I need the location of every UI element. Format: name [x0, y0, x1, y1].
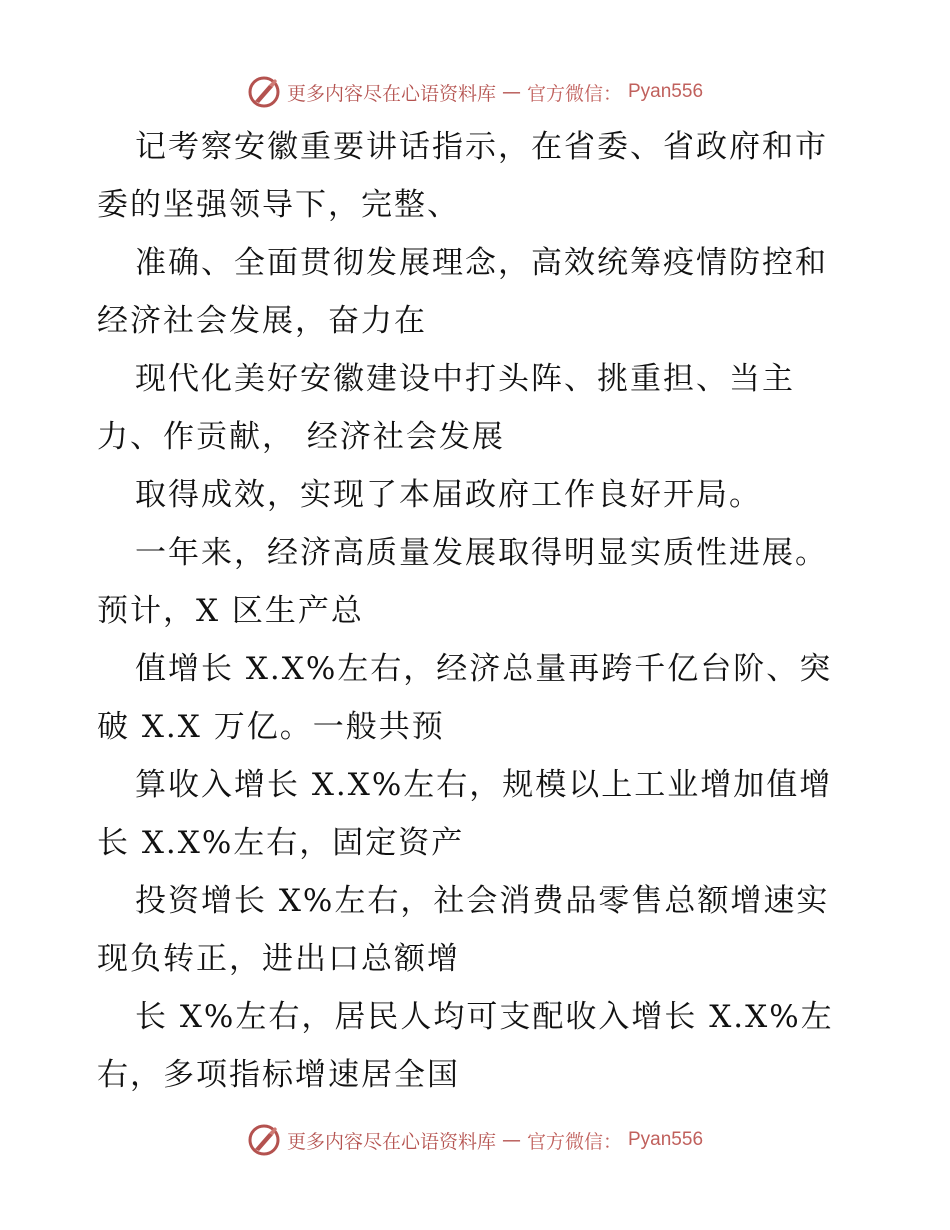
body-line: 一年来，经济高质量发展取得明显实质性进展。 — [135, 535, 828, 571]
quill-pen-circle-icon — [247, 1123, 281, 1157]
body-line: 预计，X 区生产总 — [97, 593, 364, 629]
body-line: 准确、全面贯彻发展理念，高效统筹疫情防控和 — [135, 245, 828, 281]
body-line: 值增长 X.X%左右，经济总量再跨千亿台阶、突 — [135, 651, 833, 687]
quill-pen-circle-icon — [247, 75, 281, 109]
banner-text: 更多内容尽在心语资料库 — [286, 82, 496, 105]
banner-separator: — — [501, 81, 521, 103]
body-line: 记考察安徽重要讲话指示，在省委、省政府和市 — [135, 129, 828, 165]
body-line: 长 X%左右，居民人均可支配收入增长 X.X%左 — [135, 999, 834, 1035]
banner-wechat-label: 官方微信： — [526, 1130, 622, 1153]
banner-text: 更多内容尽在心语资料库 — [286, 1130, 496, 1153]
body-line: 破 X.X 万亿。一般共预 — [97, 709, 445, 745]
body-line: 委的坚强领导下，完整、 — [97, 187, 460, 223]
header-banner — [0, 72, 950, 112]
footer-banner — [0, 1120, 950, 1160]
body-line: 经济社会发展，奋力在 — [97, 303, 427, 339]
banner-wechat-label: 官方微信： — [526, 82, 622, 105]
document-body — [97, 118, 867, 1104]
body-line: 现代化美好安徽建设中打头阵、挑重担、当主 — [135, 361, 795, 397]
banner-account: Pyan556 — [628, 1129, 704, 1150]
body-line: 力、作贡献， 经济社会发展 — [97, 419, 505, 455]
banner-account: Pyan556 — [628, 81, 704, 102]
body-line: 取得成效，实现了本届政府工作良好开局。 — [135, 477, 762, 513]
body-line: 右，多项指标增速居全国 — [97, 1057, 460, 1093]
body-line: 长 X.X%左右，固定资产 — [97, 825, 465, 861]
body-line: 算收入增长 X.X%左右，规模以上工业增加值增 — [135, 767, 833, 803]
body-line: 现负转正，进出口总额增 — [97, 941, 460, 977]
banner-separator: — — [501, 1129, 521, 1151]
body-line: 投资增长 X%左右，社会消费品零售总额增速实 — [135, 883, 830, 919]
